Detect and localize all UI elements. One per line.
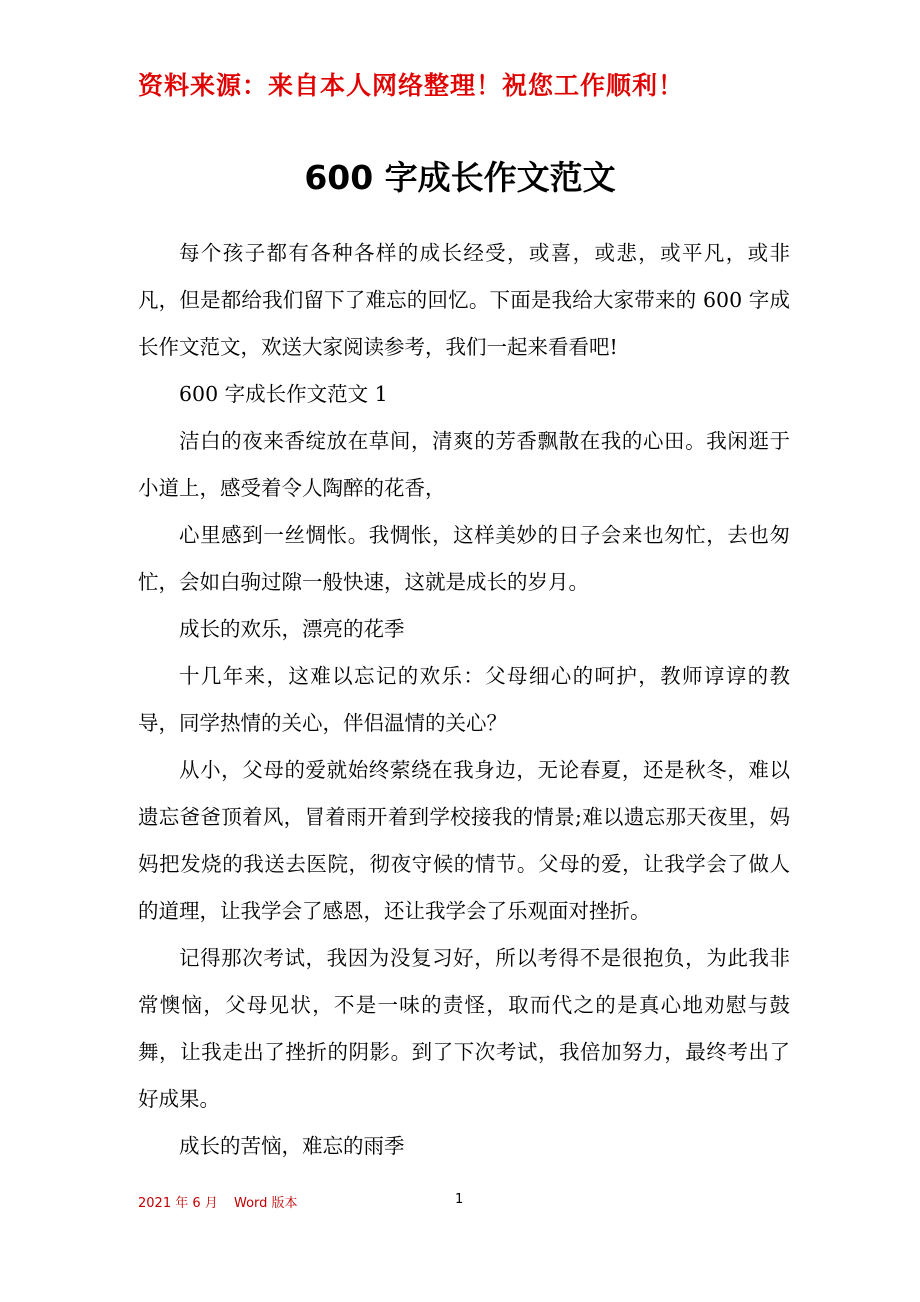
paragraph-intro: 每个孩子都有各种各样的成长经受，或喜，或悲，或平凡，或非凡，但是都给我们留下了难忘的回忆。下面是我给大家带来的 600 字成长作文范文，欢送大家阅读参考，我们一起来看看吧! (138, 241, 790, 359)
paragraph: 心里感到一丝惆怅。我惆怅，这样美妙的日子会来也匆忙，去也匆忙，会如白驹过隙一般快速，这就是成长的岁月。 (138, 523, 790, 594)
essay-body (138, 230, 790, 1170)
subheading-trouble: 成长的苦恼，难忘的雨季 (179, 1134, 405, 1158)
document-title: 600 字成长作文范文 (304, 158, 616, 197)
paragraph: 记得那次考试，我因为没复习好，所以考得不是很抱负，为此我非常懊恼，父母见状，不是一味的责怪，取而代之的是真心地劝慰与鼓舞，让我走出了挫折的阴影。到了下次考试，我倍加努力，最终考出了好成果。 (138, 946, 790, 1111)
footer-version: Word 版本 (234, 1196, 298, 1211)
subheading-joy: 成长的欢乐，漂亮的花季 (179, 617, 405, 641)
paragraph: 从小，父母的爱就始终萦绕在我身边，无论春夏，还是秋冬，难以遗忘爸爸顶着风，冒着雨开着到学校接我的情景;难以遗忘那天夜里，妈妈把发烧的我送去医院，彻夜守候的情节。父母的爱，让我学会了做人的道理，让我学会了感恩，还让我学会了乐观面对挫折。 (138, 758, 790, 923)
page-number: 1 (455, 1192, 464, 1207)
paragraph: 十几年来，这难以忘记的欢乐：父母细心的呵护，教师谆谆的教导，同学热情的关心，伴侣温情的关心？ (138, 664, 790, 735)
source-note: 资料来源：来自本人网络整理！祝您工作顺利！ (138, 71, 685, 100)
section-heading-essay-1: 600 字成长作文范文 1 (179, 382, 388, 406)
footer-date: 2021 年 6 月 (138, 1196, 218, 1211)
paragraph: 洁白的夜来香绽放在草间，清爽的芳香飘散在我的心田。我闲逛于小道上，感受着令人陶醉的花香， (138, 429, 790, 500)
